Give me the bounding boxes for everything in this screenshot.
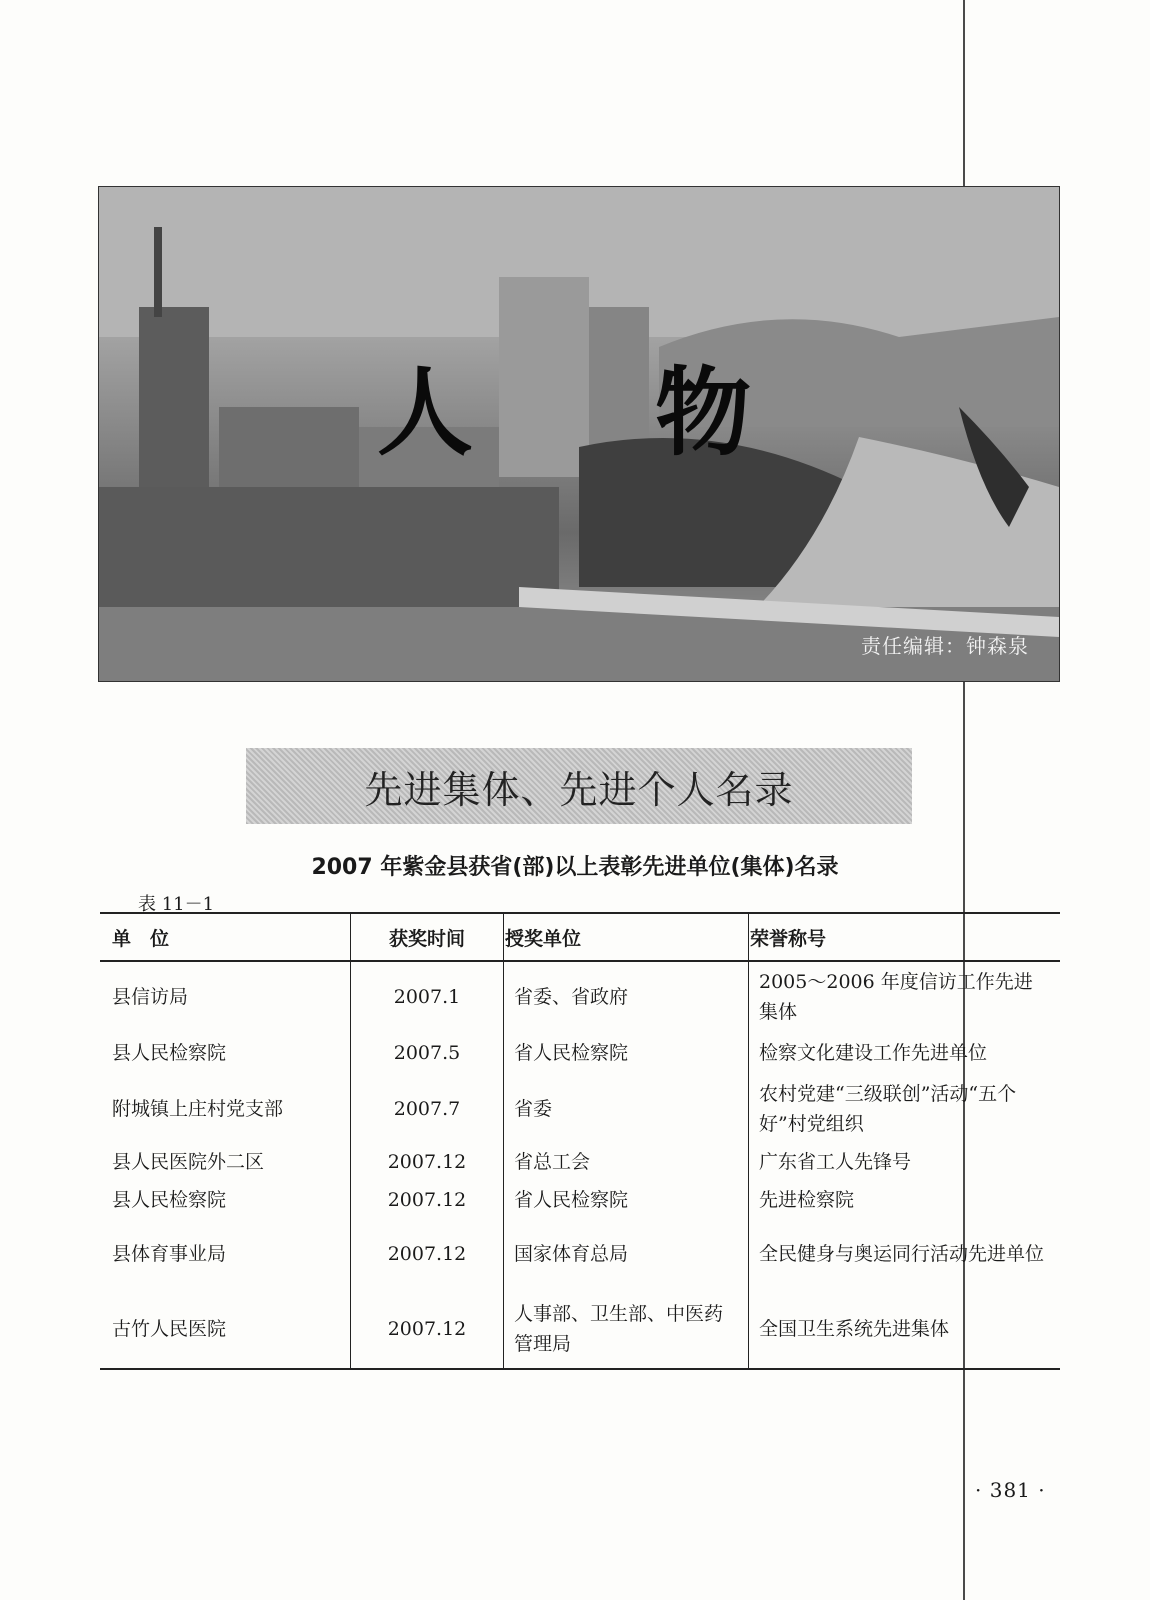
hero-photo (98, 186, 1060, 682)
cell-honor: 先进检察院 (749, 1181, 1061, 1219)
table-row (100, 1143, 1060, 1181)
awards-table (100, 912, 1060, 1370)
table-row (100, 1031, 1060, 1075)
cell-honor: 全民健身与奥运同行活动先进单位 (749, 1219, 1061, 1289)
header-honor: 荣誉称号 (749, 913, 1061, 961)
table-header-row (100, 913, 1060, 961)
cell-time: 2007.12 (351, 1219, 504, 1289)
hero-title-char: 人 (377, 357, 473, 469)
cell-time: 2007.7 (351, 1075, 504, 1143)
photo-caption: 责任编辑：钟森泉 (861, 634, 1029, 658)
cell-time: 2007.12 (351, 1289, 504, 1369)
cell-org: 省人民检察院 (504, 1181, 749, 1219)
section-banner (246, 748, 912, 824)
cell-unit: 县信访局 (112, 985, 189, 1008)
cell-honor: 2005～2006 年度信访工作先进集体 (749, 961, 1061, 1031)
table-row (100, 1289, 1060, 1369)
cell-org: 省人民检察院 (504, 1031, 749, 1075)
cell-unit: 县人民医院外二区 (112, 1151, 265, 1173)
cell-honor: 全国卫生系统先进集体 (749, 1289, 1061, 1369)
section-banner-text: 先进集体、先进个人名录 (364, 767, 794, 812)
cell-time: 2007.1 (351, 961, 504, 1031)
page-number: · 381 · (975, 1478, 1046, 1502)
header-time: 获奖时间 (351, 913, 504, 961)
cell-org: 国家体育总局 (504, 1219, 749, 1289)
hero-title-char: 物 (655, 357, 751, 469)
cell-unit: 附城镇上庄村党支部 (112, 1098, 284, 1120)
cell-unit: 县人民检察院 (112, 1189, 227, 1211)
table-row (100, 1219, 1060, 1289)
cell-org: 省总工会 (504, 1143, 749, 1181)
cell-time: 2007.5 (351, 1031, 504, 1075)
cell-org: 省委 (504, 1075, 749, 1143)
cell-unit: 县人民检察院 (112, 1042, 227, 1064)
table-label: 表 11－1 (138, 894, 215, 915)
cell-honor: 农村党建“三级联创”活动“五个好”村党组织 (749, 1075, 1061, 1143)
cell-org: 人事部、卫生部、中医药管理局 (504, 1289, 749, 1369)
cell-unit: 古竹人民医院 (100, 1289, 351, 1369)
cell-org: 省委、省政府 (504, 961, 749, 1031)
cell-time: 2007.12 (351, 1143, 504, 1181)
table-row (100, 961, 1060, 1031)
table-row (100, 1075, 1060, 1143)
table-title: 2007 年紫金县获省(部)以上表彰先进单位(集体)名录 (311, 855, 839, 880)
hero-title (99, 337, 1059, 469)
cell-unit: 县体育事业局 (112, 1243, 227, 1265)
header-org: 授奖单位 (504, 913, 749, 961)
table-row (100, 1181, 1060, 1219)
cell-time: 2007.12 (351, 1181, 504, 1219)
header-unit: 单 位 (100, 913, 351, 961)
cell-honor: 广东省工人先锋号 (749, 1143, 1061, 1181)
cell-honor: 检察文化建设工作先进单位 (749, 1031, 1061, 1075)
